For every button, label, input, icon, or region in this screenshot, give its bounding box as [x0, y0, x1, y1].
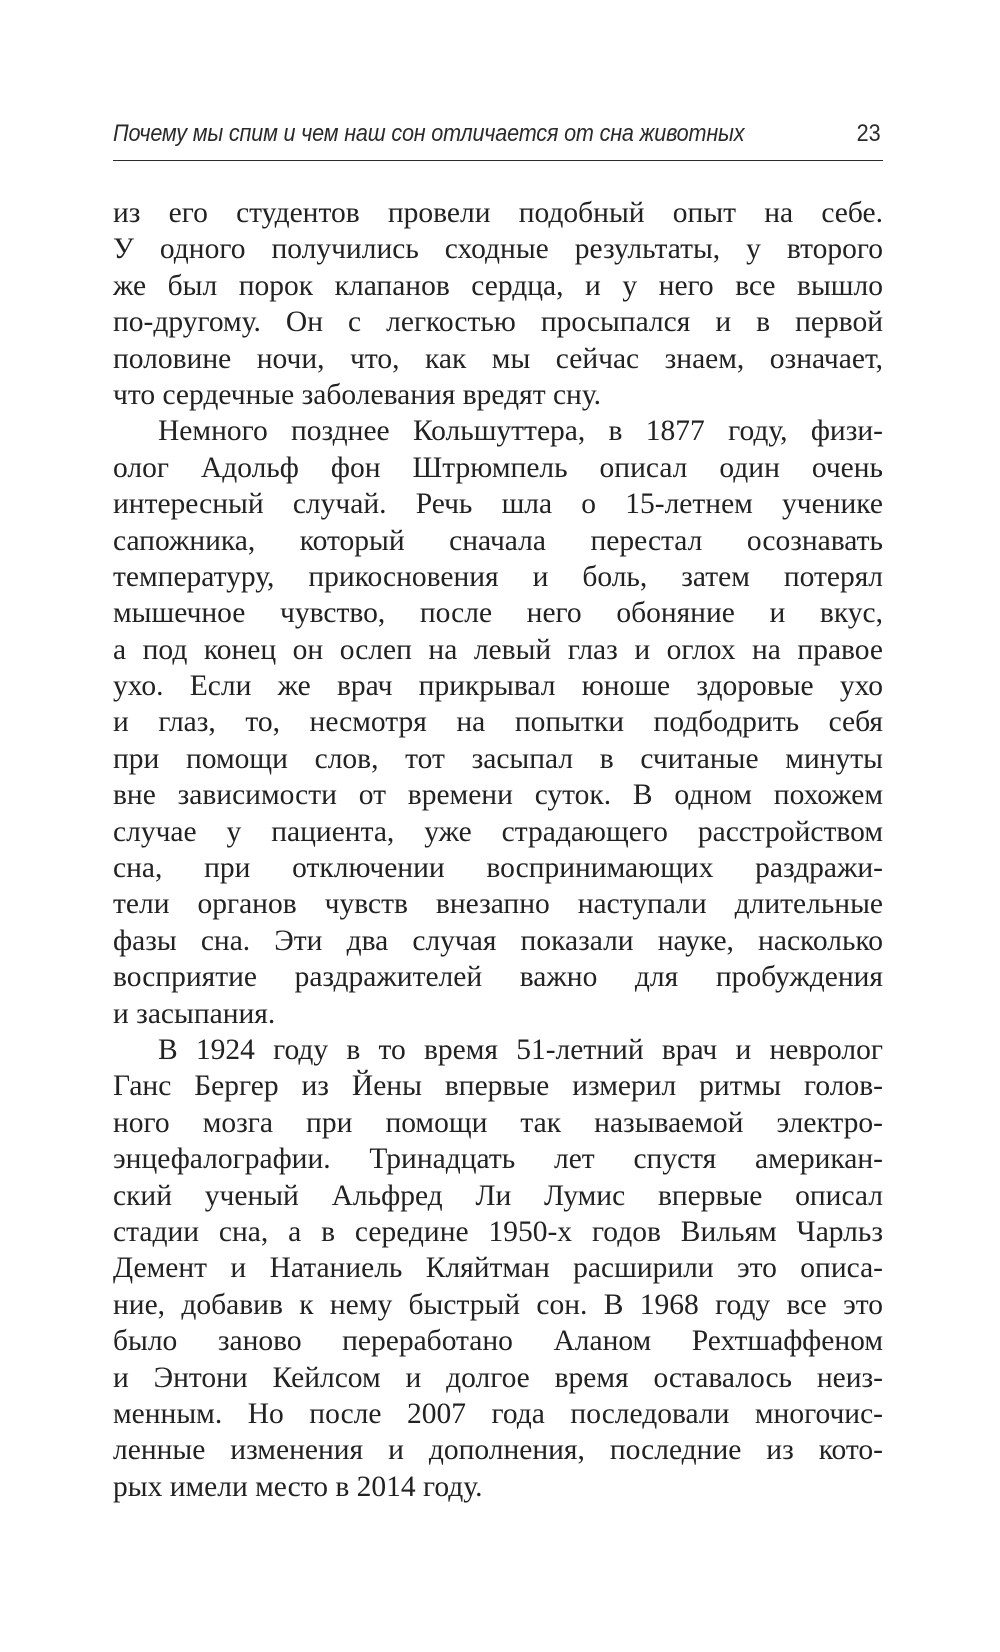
- text-line: менным. Но после 2007 года последовали многочис-: [113, 1397, 883, 1430]
- text-line: ухо. Если же врач прикрывал юноше здоровые ухо: [113, 670, 883, 703]
- text-line: случае у пациента, уже страдающего расстройством: [113, 815, 883, 848]
- text-line: при помощи слов, тот засыпал в считаные минуты: [113, 742, 883, 775]
- paragraph-2: [113, 413, 883, 1032]
- text-line: восприятие раздражителей важно для пробуждения: [113, 961, 883, 994]
- text-line: тели органов чувств внезапно наступали длительные: [113, 888, 883, 921]
- text-line: мышечное чувство, после него обоняние и вкус,: [113, 597, 883, 630]
- text-line: рых имели место в 2014 году.: [113, 1470, 483, 1503]
- text-line: и Энтони Кейлсом и долгое время оставалось неиз-: [113, 1361, 883, 1394]
- text-line: ленные изменения и дополнения, последние из кото-: [113, 1434, 883, 1467]
- text-line: что сердечные заболевания вредят сну.: [113, 378, 602, 411]
- text-line: и засыпания.: [113, 997, 276, 1030]
- text-line: сапожника, который сначала перестал осознавать: [113, 524, 883, 557]
- text-line: из его студентов провели подобный опыт на себе.: [113, 197, 883, 229]
- text-line: ние, добавив к нему быстрый сон. В 1968 году все это: [113, 1288, 883, 1321]
- text-line: по-другому. Он с легкостью просыпался и в первой: [113, 306, 883, 339]
- text-line: фазы сна. Эти два случая показали науке, насколько: [113, 924, 883, 957]
- text-line: Немного позднее Кольшуттера, в 1877 году, физи-: [158, 415, 883, 448]
- text-line: стадии сна, а в середине 1950-х годов Вильям Чарльз: [113, 1215, 883, 1248]
- text-line: Демент и Натаниель Кляйтман расширили это описа-: [113, 1252, 883, 1285]
- text-line: половине ночи, что, как мы сейчас знаем, означает,: [113, 342, 883, 375]
- text-line: а под конец он ослеп на левый глаз и оглох на правое: [113, 633, 883, 666]
- text-line: интересный случай. Речь шла о 15-летнем ученике: [113, 488, 883, 521]
- text-line: У одного получились сходные результаты, у второго: [113, 233, 883, 266]
- text-line: ного мозга при помощи так называемой электро-: [113, 1106, 883, 1139]
- text-line: В 1924 году в то время 51-летний врач и невролог: [158, 1033, 883, 1066]
- text-line: и глаз, то, несмотря на попытки подбодрить себя: [113, 706, 883, 739]
- text-line: было заново переработано Аланом Рехтшаффеном: [113, 1325, 883, 1358]
- text-line: сна, при отключении воспринимающих раздражи-: [113, 852, 883, 885]
- text-line: Ганс Бергер из Йены впервые измерил ритмы голов-: [113, 1070, 883, 1103]
- text-line: вне зависимости от времени суток. В одном похожем: [113, 779, 883, 812]
- paragraph-1: [113, 195, 883, 413]
- running-title: Почему мы спим и чем наш сон отличается от сна животных: [113, 120, 745, 147]
- text-line: же был порок клапанов сердца, и у него все вышло: [113, 269, 883, 302]
- text-line: температуру, прикосновения и боль, затем потерял: [113, 560, 883, 593]
- running-header: [113, 116, 883, 161]
- paragraph-3: [113, 1032, 883, 1505]
- text-line: ский ученый Альфред Ли Лумис впервые описал: [113, 1179, 883, 1212]
- text-line: энцефалографии. Тринадцать лет спустя американ-: [113, 1143, 883, 1176]
- text-line: олог Адольф фон Штрюмпель описал один очень: [113, 451, 883, 484]
- body-text: [113, 195, 883, 1505]
- page-number: 23: [856, 120, 881, 147]
